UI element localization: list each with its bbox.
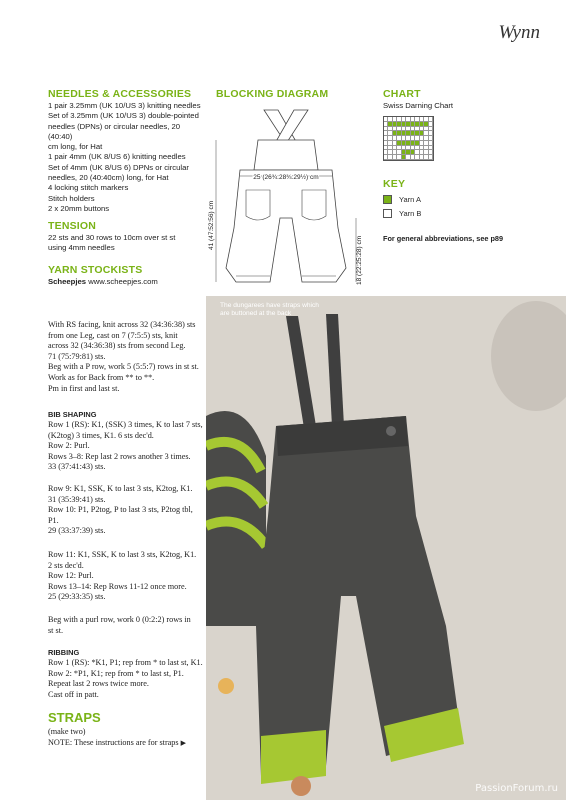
pattern-line-with-arrow bbox=[48, 738, 204, 749]
pattern-line: 33 (37:41:43) sts. bbox=[48, 462, 106, 472]
blocking-heading: BLOCKING DIAGRAM bbox=[216, 88, 329, 100]
pattern-line: 71 (75:79:81) sts. bbox=[48, 351, 106, 361]
needles-line: 1 pair 4mm (UK 8/US 6) knitting needles bbox=[48, 152, 186, 162]
pattern-line: Row 11: K1, SSK, K to last 3 sts, K2tog, K1. bbox=[48, 550, 197, 559]
tension-line: 22 sts and 30 rows to 10cm over st st bbox=[48, 233, 176, 242]
needles-line: 2 x 20mm buttons bbox=[48, 203, 110, 213]
bib-block-3 bbox=[48, 550, 204, 603]
pattern-line: Row 1 (RS): K1, (SSK) 3 times, K to last 7 sts, bbox=[48, 420, 203, 429]
needles-heading: NEEDLES & ACCESSORIES bbox=[48, 88, 192, 100]
key-item-yarn-b bbox=[383, 209, 421, 218]
needles-line: needles (DPNs) or circular needles, 20 (40:40) bbox=[48, 121, 181, 141]
pattern-line: Cast off in patt. bbox=[48, 689, 99, 699]
bib-block-4 bbox=[48, 615, 204, 636]
pattern-line: Row 1 (RS): *K1, P1; rep from * to last st, K1. bbox=[48, 658, 203, 667]
pattern-line: 2 sts dec'd. bbox=[48, 560, 84, 570]
straps-block bbox=[48, 727, 204, 748]
leg-label: 18 (22:25:28) cm bbox=[356, 235, 363, 285]
pattern-line: Row 10: P1, P2tog, P to last 3 sts, P2tog tbl, bbox=[48, 505, 193, 515]
needles-line: 4 locking stitch markers bbox=[48, 183, 129, 193]
pattern-line: Rows 13–14: Rep Rows 11-12 once more. bbox=[48, 581, 187, 591]
dungarees-photo bbox=[206, 296, 566, 800]
bib-block-1 bbox=[48, 420, 204, 473]
needles-line: Set of 4mm (UK 8/US 6) DPNs or circular bbox=[48, 162, 189, 172]
pattern-line: P1. bbox=[48, 515, 59, 525]
needles-line: cm long, for Hat bbox=[48, 142, 103, 152]
chart-subtitle: Swiss Darning Chart bbox=[383, 101, 454, 110]
pattern-line: Work as for Back from ** to **. bbox=[48, 372, 155, 382]
straps-heading: STRAPS bbox=[48, 710, 101, 725]
dungarees-illustration bbox=[206, 296, 566, 800]
pattern-line: across 32 (34:36:38) sts from second Leg. bbox=[48, 341, 186, 351]
bib-block-2 bbox=[48, 484, 204, 537]
pattern-line: 25 (29:33:35) sts. bbox=[48, 592, 106, 602]
pattern-line: Row 9: K1, SSK, K to last 3 sts, K2tog, K1. bbox=[48, 484, 193, 493]
needles-list bbox=[48, 101, 206, 214]
needles-line: Set of 3.25mm (UK 10/US 3) double-pointed bbox=[48, 111, 199, 121]
yarn-url[interactable]: www.scheepjes.com bbox=[88, 277, 158, 286]
ribbing-heading: RIBBING bbox=[48, 648, 80, 657]
tension-heading: TENSION bbox=[48, 220, 97, 232]
pattern-line: Pm in first and last st. bbox=[48, 383, 120, 393]
swiss-darning-chart bbox=[383, 116, 434, 161]
needles-line: Stitch holders bbox=[48, 193, 95, 203]
continue-arrow-icon: ▶ bbox=[180, 738, 187, 747]
key-label: Yarn A bbox=[399, 195, 421, 204]
height-label: 41 (47:52:56) cm bbox=[208, 200, 215, 250]
tension-line: using 4mm needles bbox=[48, 243, 115, 253]
pattern-line: from one Leg, cast on 7 (7:5:5) sts, knit bbox=[48, 330, 178, 340]
pattern-line: 31 (35:39:41) sts. bbox=[48, 494, 106, 504]
pattern-line: st st. bbox=[48, 625, 64, 635]
yarn-heading: YARN STOCKISTS bbox=[48, 264, 143, 276]
chart-heading: CHART bbox=[383, 88, 421, 100]
photo-caption: The dungarees have straps which are buttoned at the back bbox=[220, 302, 319, 317]
key-heading: KEY bbox=[383, 178, 406, 190]
pattern-line: With RS facing, knit across 32 (34:36:38) sts bbox=[48, 320, 196, 329]
pattern-line: Beg with a P row, work 5 (5:5:7) rows in st st. bbox=[48, 362, 199, 372]
watermark: PassionForum.ru bbox=[475, 783, 558, 794]
pattern-line: Repeat last 2 rows twice more. bbox=[48, 679, 149, 689]
pattern-line: (make two) bbox=[48, 727, 86, 736]
tension-text bbox=[48, 233, 206, 254]
needles-line: needles, 20 (40:40cm) long, for Hat bbox=[48, 173, 169, 183]
pattern-line: Row 2: Purl. bbox=[48, 441, 90, 451]
key-item-yarn-a bbox=[383, 195, 421, 204]
abbreviations-note: For general abbreviations, see p89 bbox=[383, 234, 504, 243]
key-label: Yarn B bbox=[399, 209, 422, 218]
pattern-line: Row 2: *P1, K1; rep from * to last st, P1. bbox=[48, 668, 184, 678]
pattern-line: Beg with a purl row, work 0 (0:2:2) rows in bbox=[48, 615, 191, 624]
ribbing-block bbox=[48, 658, 204, 700]
pattern-intro bbox=[48, 320, 204, 394]
pattern-line: NOTE: These instructions are for straps bbox=[48, 737, 179, 747]
pattern-line: Row 12: Purl. bbox=[48, 571, 94, 581]
pattern-line: (K2tog) 3 times, K1. 6 sts dec'd. bbox=[48, 430, 154, 440]
yarn-b-swatch bbox=[383, 209, 392, 218]
page-title: Wynn bbox=[498, 22, 540, 43]
yarn-text bbox=[48, 277, 206, 287]
width-label: 25 (26¾:28¾:29½) cm bbox=[253, 174, 319, 181]
chart-cell-yarn-b bbox=[429, 155, 433, 160]
pattern-line: 29 (33:37:39) sts. bbox=[48, 526, 106, 536]
blocking-diagram bbox=[206, 100, 366, 290]
bib-shaping-heading: BIB SHAPING bbox=[48, 410, 97, 419]
pattern-line: Rows 3–8: Rep last 2 rows another 3 times. bbox=[48, 451, 191, 461]
yarn-a-swatch bbox=[383, 195, 392, 204]
needles-line: 1 pair 3.25mm (UK 10/US 3) knitting needles bbox=[48, 101, 201, 110]
yarn-brand: Scheepjes bbox=[48, 277, 87, 286]
